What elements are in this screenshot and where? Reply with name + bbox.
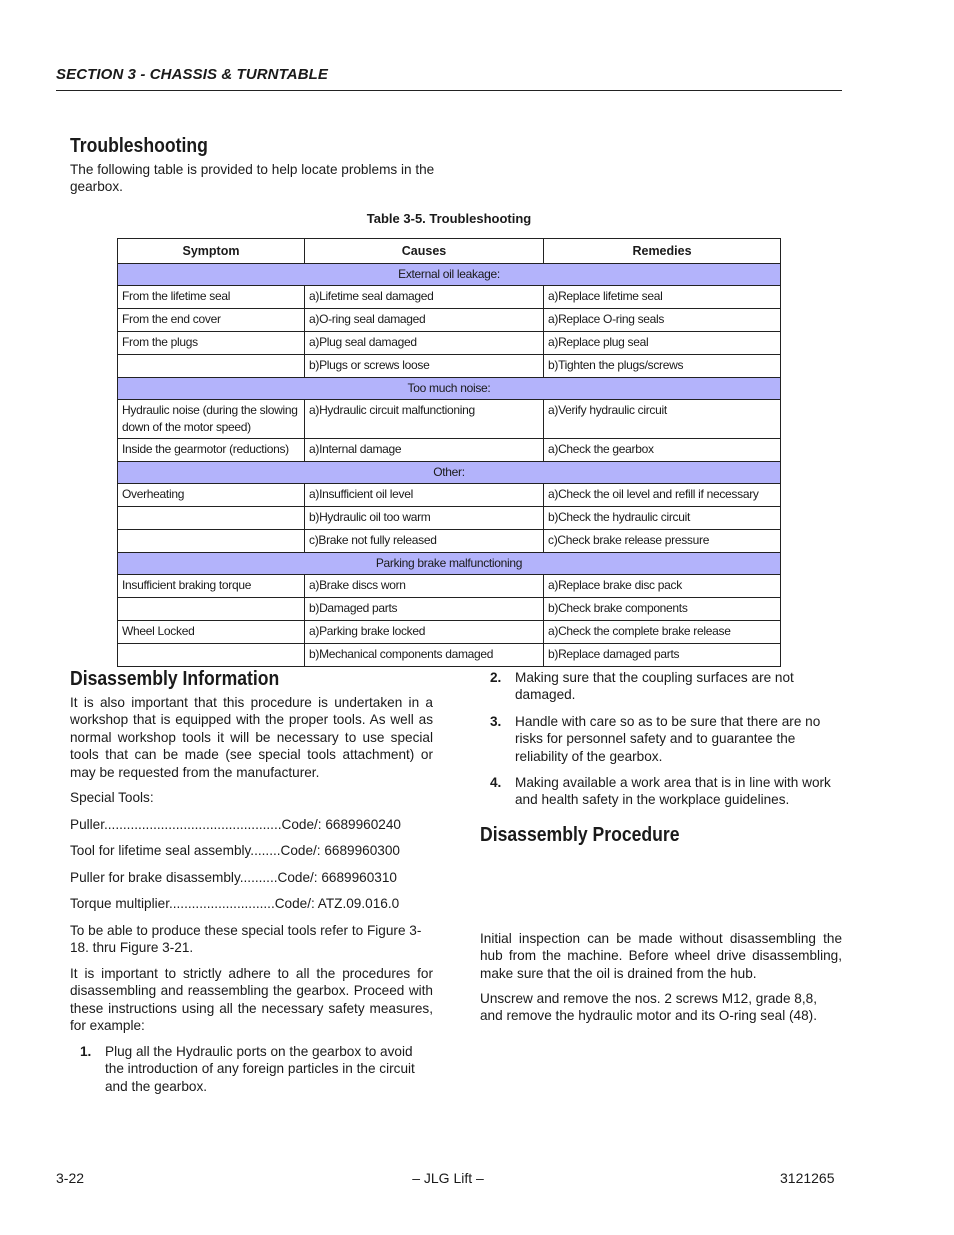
table-row: [118, 644, 781, 667]
symptom-cell: [118, 355, 305, 378]
troubleshooting-intro: The following table is provided to help locate problems in the gearbox.: [70, 162, 435, 195]
symptom-cell: [118, 507, 305, 530]
table-row: [118, 484, 781, 507]
symptom-cell: [118, 530, 305, 553]
troubleshooting-table: [117, 238, 781, 667]
group-title: Parking brake malfunctioning: [118, 553, 781, 575]
table-row: [118, 575, 781, 598]
cause-cell: a)Internal damage: [305, 439, 544, 462]
table-group-row: [118, 264, 781, 286]
tool-item: Puller for brake disassembly..........Code/: 6689960310: [70, 870, 397, 885]
column-header-symptom: Symptom: [118, 239, 305, 264]
remedy-cell: a)Replace O-ring seals: [544, 309, 781, 332]
list-item: [480, 713, 842, 765]
step-number: 4.: [490, 775, 502, 791]
remedy-cell: a)Replace lifetime seal: [544, 286, 781, 309]
step-text: Making available a work area that is in line with work and health safety in the workplace guidelines.: [515, 775, 831, 808]
remedy-cell: a)Check the oil level and refill if necessary: [544, 484, 781, 507]
cause-cell: a)Parking brake locked: [305, 621, 544, 644]
step-number: 1.: [80, 1044, 92, 1059]
troubleshooting-heading: Troubleshooting: [70, 135, 208, 157]
disassembly-info-paragraph-1: It is also important that this procedure is undertaken in a workshop that is equipped with the proper tools. As well as normal workshop tools it will be necessary to use special tools that can be made (see special tools attachment) or may be requested from the manufacturer.: [70, 695, 433, 780]
symptom-cell: Insufficient braking torque: [118, 575, 305, 598]
group-title: Too much noise:: [118, 378, 781, 400]
symptom-cell: [118, 598, 305, 621]
tool-item: Puller...............................................Code/: 6689960240: [70, 817, 401, 832]
table-row: [118, 309, 781, 332]
step-number: 3.: [490, 713, 502, 729]
cause-cell: c)Brake not fully released: [305, 530, 544, 553]
step-text: Making sure that the coupling surfaces are not damaged.: [515, 670, 794, 703]
table-row: [118, 439, 781, 462]
symptom-cell: Hydraulic noise (during the slowing down of the motor speed): [118, 400, 305, 439]
table-row: [118, 507, 781, 530]
table-row: [118, 621, 781, 644]
remedy-cell: a)Replace brake disc pack: [544, 575, 781, 598]
table-row: [118, 355, 781, 378]
cause-cell: b)Plugs or screws loose: [305, 355, 544, 378]
symptom-cell: From the plugs: [118, 332, 305, 355]
list-item: [70, 1043, 433, 1095]
table-group-row: [118, 462, 781, 484]
special-tools-label: Special Tools:: [70, 790, 154, 805]
list-item: [480, 669, 842, 704]
table-body: [118, 264, 781, 667]
cause-cell: a)O-ring seal damaged: [305, 309, 544, 332]
cause-cell: b)Damaged parts: [305, 598, 544, 621]
remedy-cell: a)Check the complete brake release: [544, 621, 781, 644]
step-number: 2.: [490, 670, 502, 685]
remedy-cell: a)Check the gearbox: [544, 439, 781, 462]
remedy-cell: b)Replace damaged parts: [544, 644, 781, 667]
remedy-cell: a)Replace plug seal: [544, 332, 781, 355]
table-group-row: [118, 553, 781, 575]
step-text: Handle with care so as to be sure that there are no risks for personnel safety and to guarantee the reliability of the gearbox.: [515, 713, 821, 764]
cause-cell: a)Brake discs worn: [305, 575, 544, 598]
table-row: [118, 332, 781, 355]
table-caption: Table 3-5. Troubleshooting: [366, 211, 532, 226]
steps-list-left: [70, 1043, 433, 1095]
remedy-cell: b)Check brake components: [544, 598, 781, 621]
symptom-cell: From the end cover: [118, 309, 305, 332]
step-text: Plug all the Hydraulic ports on the gearbox to avoid the introduction of any foreign particles in the circuit and the gearbox.: [105, 1044, 415, 1094]
cause-cell: a)Plug seal damaged: [305, 332, 544, 355]
remedy-cell: b)Check the hydraulic circuit: [544, 507, 781, 530]
remedy-cell: c)Check brake release pressure: [544, 530, 781, 553]
footer-center: – JLG Lift –: [412, 1170, 484, 1186]
remedy-cell: a)Verify hydraulic circuit: [544, 400, 781, 439]
column-header-causes: Causes: [305, 239, 544, 264]
disassembly-procedure-paragraph-1: Initial inspection can be made without disassembling the hub from the machine. Before wheel drive disassembling, make sure that the oil is drained from the hub.: [480, 931, 842, 981]
cause-cell: a)Hydraulic circuit malfunctioning: [305, 400, 544, 439]
table-row: [118, 400, 781, 439]
section-title: SECTION 3 - CHASSIS & TURNTABLE: [56, 66, 329, 83]
table-header-row: [118, 239, 781, 264]
cause-cell: b)Mechanical components damaged: [305, 644, 544, 667]
group-title: Other:: [118, 462, 781, 484]
cause-cell: b)Hydraulic oil too warm: [305, 507, 544, 530]
page-header: [56, 66, 842, 91]
symptom-cell: Overheating: [118, 484, 305, 507]
steps-list-right: [480, 669, 842, 809]
list-item: [480, 774, 842, 809]
tool-item: Torque multiplier............................Code/: ATZ.09.016.0: [70, 896, 400, 911]
disassembly-info-paragraph-3: It is important to strictly adhere to all the procedures for disassembling and reassembling the gearbox. Proceed with these instructions using all the necessary safety measures, for example:: [70, 966, 433, 1034]
page-number: 3-22: [56, 1170, 85, 1186]
cause-cell: a)Lifetime seal damaged: [305, 286, 544, 309]
disassembly-info-heading: Disassembly Information: [70, 668, 280, 690]
group-title: External oil leakage:: [118, 264, 781, 286]
symptom-cell: Wheel Locked: [118, 621, 305, 644]
disassembly-info-paragraph-2: To be able to produce these special tools refer to Figure 3-18. thru Figure 3-21.: [70, 923, 422, 956]
table-row: [118, 530, 781, 553]
disassembly-procedure-heading: Disassembly Procedure: [480, 824, 680, 846]
symptom-cell: From the lifetime seal: [118, 286, 305, 309]
table-row: [118, 286, 781, 309]
column-header-remedies: Remedies: [544, 239, 781, 264]
tool-item: Tool for lifetime seal assembly........Code/: 6689960300: [70, 843, 400, 858]
table-row: [118, 598, 781, 621]
document-number: 3121265: [780, 1170, 835, 1186]
symptom-cell: Inside the gearmotor (reductions): [118, 439, 305, 462]
disassembly-procedure-paragraph-2: Unscrew and remove the nos. 2 screws M12, grade 8,8, and remove the hydraulic motor and its O-ring seal (48).: [480, 991, 817, 1024]
remedy-cell: b)Tighten the plugs/screws: [544, 355, 781, 378]
cause-cell: a)Insufficient oil level: [305, 484, 544, 507]
symptom-cell: [118, 644, 305, 667]
table-group-row: [118, 378, 781, 400]
